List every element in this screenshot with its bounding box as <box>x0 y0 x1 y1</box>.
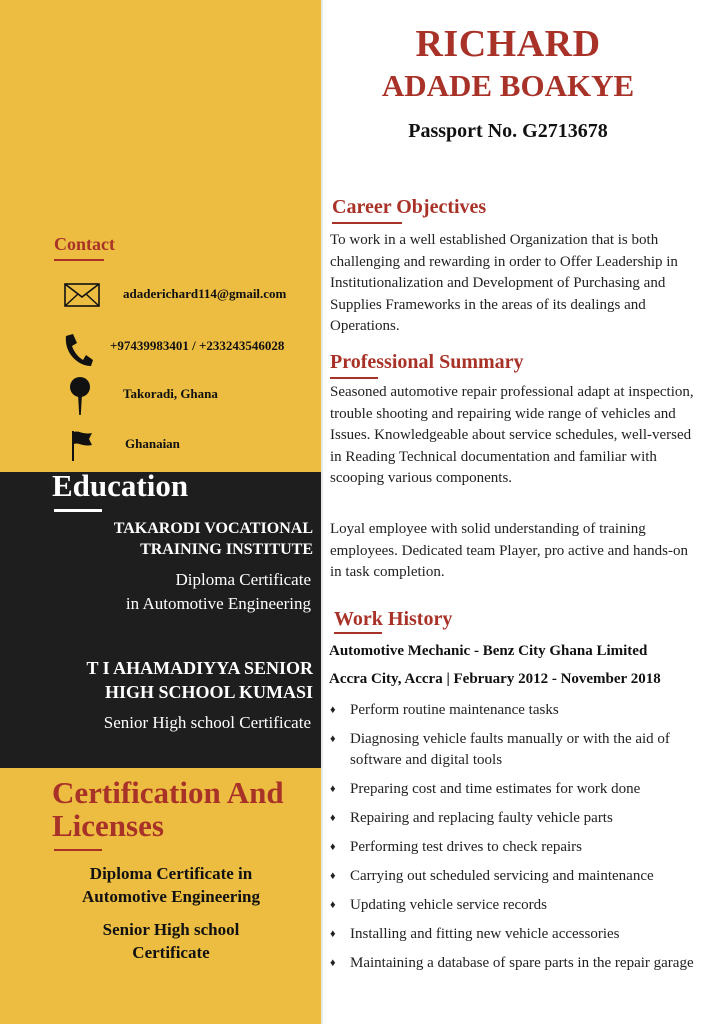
certification-item-2 <box>40 918 302 964</box>
duty-text: Perform routine maintenance tasks <box>350 702 559 718</box>
contact-location: Takoradi, Ghana <box>123 386 218 401</box>
duty-text: Maintaining a database of spare parts in the repair garage <box>350 955 694 971</box>
work-heading-underline <box>334 632 382 634</box>
duty-item <box>330 729 702 771</box>
work-history-heading: Work History <box>334 608 453 630</box>
duty-text: Carrying out scheduled servicing and maintenance <box>350 868 654 884</box>
education-heading: Education <box>52 468 189 503</box>
career-objectives-text: To work in a well established Organization that is both challenging and rewarding in order to Offer Leadership in Institutionalization and Development of Purchasing and Supplies Frameworks in the areas of its dealings and Operations. <box>330 232 678 334</box>
location-pin-icon <box>68 376 92 416</box>
bullet-icon: ♦ <box>330 783 336 795</box>
duty-text: Performing test drives to check repairs <box>350 839 583 855</box>
education-school-1-line1: TAKARODI VOCATIONAL <box>113 520 313 537</box>
certification-heading <box>52 776 284 842</box>
duty-item <box>330 700 702 721</box>
education-heading-underline <box>54 509 102 512</box>
duty-item <box>330 866 702 887</box>
bullet-icon: ♦ <box>330 957 336 969</box>
professional-summary-paragraph-2: Loyal employee with solid understanding of training employees. Dedicated team Player, pro active and hands-on in task completion. <box>330 521 689 580</box>
duty-text: Updating vehicle service records <box>350 897 547 913</box>
education-detail-2: Senior High school Certificate <box>103 713 311 732</box>
bullet-icon: ♦ <box>330 870 336 882</box>
education-school-2 <box>86 656 313 704</box>
certification-item-1 <box>40 862 302 908</box>
duties-list-container <box>330 700 702 982</box>
professional-summary-paragraph-1: Seasoned automotive repair professional adapt at inspection, trouble shooting and repairing wide range of vehicles and Issues. Knowledgeable about service schedules, well-versed in Reading Technical documentation and familiar with scooping various components. <box>330 384 694 486</box>
duty-text: Diagnosing vehicle faults manually or with the aid of software and digital tools <box>350 731 670 768</box>
contact-email[interactable]: adaderichard114@gmail.com <box>123 286 287 301</box>
professional-summary-heading: Professional Summary <box>330 351 524 373</box>
name-first: RICHARD <box>415 23 601 65</box>
duty-item <box>330 808 702 829</box>
contact-heading-underline <box>54 259 104 261</box>
contact-phone: +97439983401 / +233243546028 <box>110 338 285 353</box>
phone-icon <box>62 333 94 367</box>
education-detail-1-line1: Diploma Certificate <box>175 570 311 589</box>
job-title: Automotive Mechanic - Benz City Ghana Limited <box>329 643 648 659</box>
bullet-icon: ♦ <box>330 899 336 911</box>
career-heading-underline <box>332 222 402 224</box>
column-divider <box>321 0 323 1024</box>
education-school-1-line2: TRAINING INSTITUTE <box>140 541 313 558</box>
education-school-2-line2: HIGH SCHOOL KUMASI <box>104 682 313 702</box>
bullet-icon: ♦ <box>330 841 336 853</box>
contact-nationality: Ghanaian <box>125 436 180 451</box>
education-detail-1-line2: in Automotive Engineering <box>125 594 311 613</box>
career-objectives-heading: Career Objectives <box>332 196 487 218</box>
bullet-icon: ♦ <box>330 812 336 824</box>
duty-item <box>330 837 702 858</box>
education-school-1 <box>114 518 313 560</box>
certification-item-1-line2: Automotive Engineering <box>81 887 261 906</box>
education-detail-1 <box>126 568 311 616</box>
duty-text: Repairing and replacing faulty vehicle parts <box>350 810 613 826</box>
education-school-2-line1: T I AHAMADIYYA SENIOR <box>86 658 313 678</box>
certification-heading-line1: Certification And <box>52 775 284 810</box>
duty-item <box>330 924 702 945</box>
certification-item-1-line1: Diploma Certificate in <box>89 864 253 883</box>
duty-item <box>330 895 702 916</box>
duty-item <box>330 779 702 800</box>
duty-text: Preparing cost and time estimates for work done <box>350 781 641 797</box>
envelope-icon <box>64 283 100 307</box>
job-meta: Accra City, Accra | February 2012 - November 2018 <box>329 671 661 687</box>
duty-text: Installing and fitting new vehicle accessories <box>350 926 620 942</box>
duty-item <box>330 953 702 974</box>
certification-heading-underline <box>54 849 102 851</box>
summary-heading-underline <box>330 377 378 379</box>
bullet-icon: ♦ <box>330 733 336 745</box>
certification-item-2-line1: Senior High school <box>102 920 240 939</box>
bullet-icon: ♦ <box>330 928 336 940</box>
passport-number: Passport No. G2713678 <box>408 120 608 142</box>
duties-list <box>330 700 702 974</box>
bullet-icon: ♦ <box>330 704 336 716</box>
contact-heading: Contact <box>54 234 115 254</box>
certification-item-2-line2: Certificate <box>132 943 210 962</box>
flag-icon <box>70 430 94 462</box>
name-last: ADADE BOAKYE <box>381 68 635 103</box>
certification-heading-line2: Licenses <box>52 808 164 843</box>
